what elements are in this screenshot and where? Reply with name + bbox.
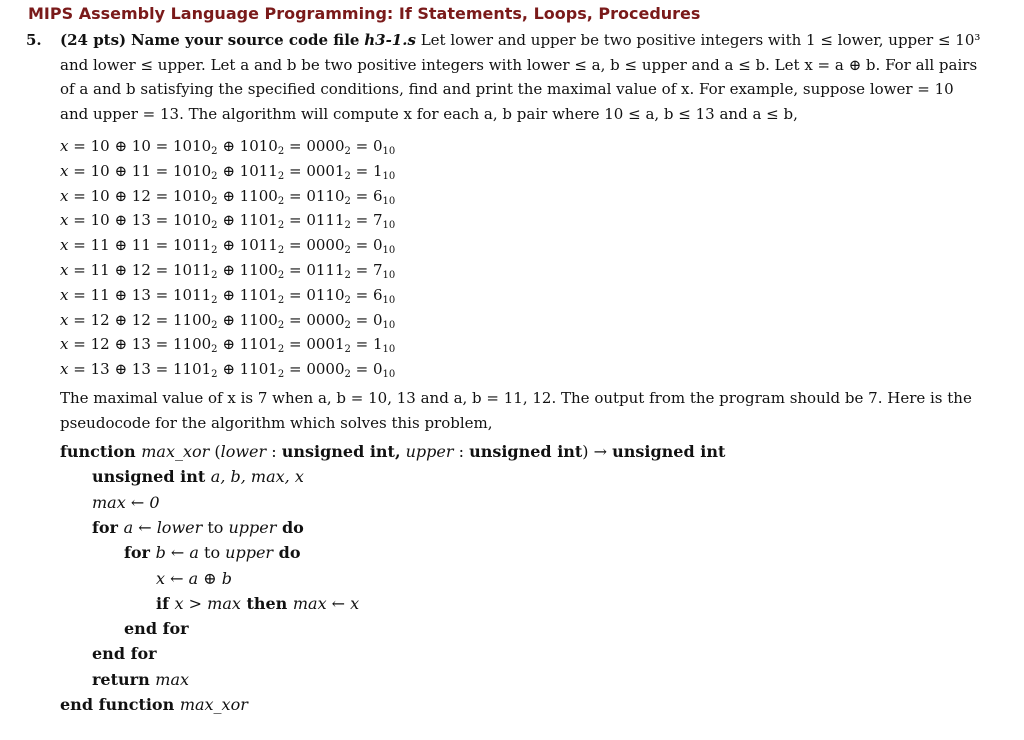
problem-intro [26,28,982,126]
pseudocode-line: max ← 0 [92,492,160,512]
pseudocode-line: for a ← lower to upper do [92,517,304,537]
problem-points: (24 pts) [60,31,127,49]
pseudocode-line: if x > max then max ← x [156,593,360,613]
xor-example-line: x = 11 ⊕ $12 = 1011_2$ ⊕ $1100_2 = 0111_2 = 7_{10}$ [60,260,396,281]
problem-number: 5. [26,31,42,49]
pseudocode-line: for b ← a to upper do [124,543,301,563]
xor-example-line: x = 10 ⊕ $12 = 1010_2$ ⊕ $1100_2 = 0110_2 = 6_{10}$ [60,186,396,207]
pseudocode-line: end function max_xor [60,695,248,714]
pseudocode-line: function max_xor (lower : unsigned int, upper : unsigned int) → unsigned int [60,442,726,461]
pseudocode-line: return max [92,669,189,689]
pseudocode-line: end for [124,619,189,639]
xor-example-line: x = 10 ⊕ $13 = 1010_2$ ⊕ $1101_2 = 0111_2 = 7_{10}$ [60,211,396,232]
xor-example-line: x = 11 ⊕ $13 = 1011_2$ ⊕ $1101_2 = 0110_2 = 6_{10}$ [60,285,396,306]
xor-example-line: x = 12 ⊕ $12 = 1100_2$ ⊕ $1100_2 = 0000_2 = 0_{10}$ [60,310,396,331]
intro-text: Let lower and upper be two positive integers with 1 ≤ lower, upper ≤ 10³ and lower ≤ upper. Let a and b be two positive integers with lower ≤ a, b ≤ upper and a ≤ b. Let x = a ⊕ b. For all pairs of a and b satisfying the specified conditions, find and print the maximal value of x. For example, suppose lower = 10 and upper = 13. The algorithm will compute x for each a, b pair where 10 ≤ a, b ≤ 13 and a ≤ b, [60,31,981,123]
source-filename: h3-1.s [364,31,416,49]
section-header: MIPS Assembly Language Programming: If Statements, Loops, Procedures [28,4,701,23]
result-paragraph: The maximal value of x is 7 when a, b = 10, 13 and a, b = 11, 12. The output from the program should be 7. Here is the pseudocode for the algorithm which solves this problem, [60,389,972,432]
xor-example-line: x = 10 ⊕ $11 = 1010_2$ ⊕ $1011_2 = 0001_2 = 1_{10}$ [60,161,396,182]
pseudocode-line: end for [92,644,157,664]
pseudocode-line: unsigned int a, b, max, x [92,467,304,487]
xor-example-line: x = 13 ⊕ $13 = 1101_2$ ⊕ $1101_2 = 0000_2 = 0_{10}$ [60,360,396,381]
xor-example-line: x = 12 ⊕ $13 = 1100_2$ ⊕ $1101_2 = 0001_2 = 1_{10}$ [60,335,396,356]
problem-lead: Name your source code file [130,31,360,49]
xor-example-line: x = 10 ⊕ $10 = 1010_2$ ⊕ $1010_2 = 0000_2 = 0_{10}$ [60,137,396,157]
pseudocode-line: x ← a ⊕ b [156,568,232,588]
xor-example-list [60,134,560,382]
xor-example-line: x = 11 ⊕ $11 = 1011_2$ ⊕ $1011_2 = 0000_2 = 0_{10}$ [60,236,396,257]
